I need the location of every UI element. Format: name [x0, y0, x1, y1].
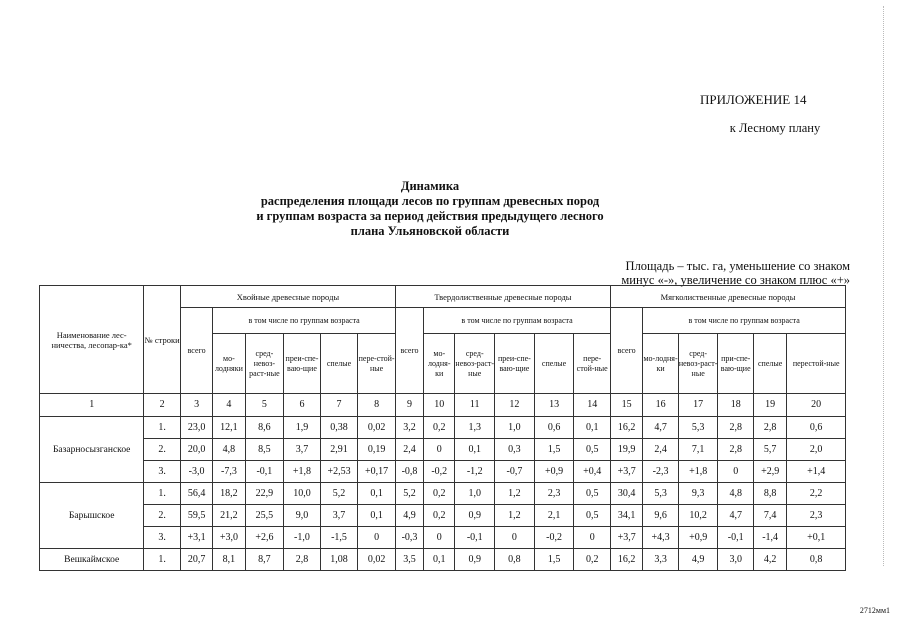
table-cell: 0,2: [424, 417, 455, 439]
table-cell: 8,1: [213, 549, 245, 571]
table-cell: +0,9: [678, 527, 718, 549]
table-cell: 0,1: [358, 483, 396, 505]
header-overmature: пере-стой-ные: [574, 334, 611, 394]
column-number: 2: [144, 394, 181, 417]
table-cell: 34,1: [610, 505, 642, 527]
header-middle-aged: сред-невоз-раст-ные: [678, 334, 718, 394]
header-softwood: Мягколиственные древесные породы: [610, 286, 845, 308]
table-cell: 0,2: [424, 505, 455, 527]
table-row: [40, 417, 846, 439]
table-cell: -1,5: [320, 527, 358, 549]
column-number: 14: [574, 394, 611, 417]
row-number: 2.: [144, 439, 181, 461]
title-line-3: и группам возраста за период действия предыдущего лесного: [256, 209, 604, 223]
header-young: мо-лодня-ки: [424, 334, 455, 394]
table-cell: 2,3: [534, 483, 574, 505]
table-cell: 16,2: [610, 549, 642, 571]
title-line-4: плана Ульяновской области: [350, 224, 510, 238]
table-cell: -0,2: [424, 461, 455, 483]
table-cell: 0,5: [574, 483, 611, 505]
column-number: 5: [245, 394, 284, 417]
header-premature: преи-спе-ваю-щие: [284, 334, 321, 394]
table-cell: 1,0: [455, 483, 495, 505]
table-cell: 0,1: [574, 417, 611, 439]
header-overmature: перестой-ные: [787, 334, 846, 394]
table-cell: 3,0: [718, 549, 753, 571]
footer-code: 2712мм1: [859, 606, 890, 615]
table-cell: 1,3: [455, 417, 495, 439]
header-total: всего: [395, 308, 423, 394]
table-cell: 7,4: [753, 505, 786, 527]
appendix-label: ПРИЛОЖЕНИЕ 14: [700, 92, 807, 107]
table-cell: +0,1: [787, 527, 846, 549]
table-cell: 8,5: [245, 439, 284, 461]
table-cell: 0,5: [574, 505, 611, 527]
header-age-groups: в том числе по группам возраста: [213, 308, 396, 334]
table-cell: 0,6: [534, 417, 574, 439]
table-row: [40, 549, 846, 571]
header-young: мо-лодня-ки: [643, 334, 678, 394]
table-cell: 4,8: [718, 483, 753, 505]
table-cell: 0,8: [787, 549, 846, 571]
table-cell: 8,7: [245, 549, 284, 571]
table-cell: -1,2: [455, 461, 495, 483]
table-cell: -7,3: [213, 461, 245, 483]
column-number: 1: [40, 394, 144, 417]
column-number: 8: [358, 394, 396, 417]
table-cell: +0,9: [534, 461, 574, 483]
table-cell: +4,3: [643, 527, 678, 549]
column-number: 7: [320, 394, 358, 417]
table-cell: 5,3: [678, 417, 718, 439]
row-number: 2.: [144, 505, 181, 527]
table-cell: 0,9: [455, 549, 495, 571]
title-line-2: распределения площади лесов по группам древесных пород: [260, 194, 600, 208]
table-cell: 9,3: [678, 483, 718, 505]
column-number-row: [40, 394, 846, 417]
header-middle-aged: сред-невоз-раст-ные: [455, 334, 495, 394]
table-cell: 0,02: [358, 549, 396, 571]
table-cell: 1,5: [534, 439, 574, 461]
table-cell: 0,1: [358, 505, 396, 527]
table-cell: 2,91: [320, 439, 358, 461]
column-number: 19: [753, 394, 786, 417]
table-cell: 4,7: [718, 505, 753, 527]
table-cell: 0,19: [358, 439, 396, 461]
table-cell: +1,4: [787, 461, 846, 483]
table-cell: 20,7: [180, 549, 212, 571]
table-cell: 0,38: [320, 417, 358, 439]
table-cell: 4,7: [643, 417, 678, 439]
row-number: 1.: [144, 549, 181, 571]
table-cell: 0: [495, 527, 535, 549]
table-cell: -0,7: [495, 461, 535, 483]
forestry-name: Вешкаймское: [40, 549, 144, 571]
table-cell: 2,4: [395, 439, 423, 461]
column-number: 17: [678, 394, 718, 417]
plan-reference: к Лесному плану: [729, 121, 821, 135]
table-cell: 0: [424, 527, 455, 549]
table-cell: 2,8: [718, 417, 753, 439]
table-cell: 16,2: [610, 417, 642, 439]
table-cell: -0,8: [395, 461, 423, 483]
table-cell: 0: [358, 527, 396, 549]
table-cell: 0,1: [455, 439, 495, 461]
header-mature: спелые: [534, 334, 574, 394]
header-premature: при-спе-ваю-щие: [718, 334, 753, 394]
table-cell: -0,1: [245, 461, 284, 483]
table-cell: +3,7: [610, 461, 642, 483]
table-cell: 1,08: [320, 549, 358, 571]
table-cell: +3,0: [213, 527, 245, 549]
column-number: 6: [284, 394, 321, 417]
table-cell: 2,8: [753, 417, 786, 439]
table-row: [40, 439, 846, 461]
table-cell: 3,7: [320, 505, 358, 527]
forestry-name: Барышское: [40, 483, 144, 549]
header-mature: спелые: [753, 334, 786, 394]
table-row: [40, 461, 846, 483]
header-premature: преи-спе-ваю-щие: [495, 334, 535, 394]
header-young: мо-лодняки: [213, 334, 245, 394]
header-age-groups: в том числе по группам возраста: [643, 308, 846, 334]
table-cell: -1,0: [284, 527, 321, 549]
column-number: 15: [610, 394, 642, 417]
table-cell: +2,53: [320, 461, 358, 483]
table-cell: +2,9: [753, 461, 786, 483]
table-cell: 2,8: [718, 439, 753, 461]
column-number: 16: [643, 394, 678, 417]
header-coniferous: Хвойные древесные породы: [180, 286, 395, 308]
table-cell: 4,2: [753, 549, 786, 571]
table-cell: -1,4: [753, 527, 786, 549]
table-cell: 9,6: [643, 505, 678, 527]
table-cell: 2,0: [787, 439, 846, 461]
table-cell: -0,1: [455, 527, 495, 549]
table-cell: -2,3: [643, 461, 678, 483]
table-cell: 4,9: [678, 549, 718, 571]
table-cell: 22,9: [245, 483, 284, 505]
table-cell: 56,4: [180, 483, 212, 505]
table-cell: 0: [574, 527, 611, 549]
table-cell: 30,4: [610, 483, 642, 505]
table-cell: 20,0: [180, 439, 212, 461]
table-cell: -0,2: [534, 527, 574, 549]
unit-note-line-2: минус «-», увеличение со знаком плюс «+»: [621, 273, 850, 287]
table-cell: -0,3: [395, 527, 423, 549]
table-cell: +1,8: [284, 461, 321, 483]
table-cell: 8,6: [245, 417, 284, 439]
table-cell: 25,5: [245, 505, 284, 527]
table-cell: 4,9: [395, 505, 423, 527]
table-row: [40, 483, 846, 505]
table-cell: 0,1: [424, 549, 455, 571]
table-cell: 8,8: [753, 483, 786, 505]
table-cell: 2,2: [787, 483, 846, 505]
column-number: 3: [180, 394, 212, 417]
table-cell: 10,2: [678, 505, 718, 527]
table-cell: 1,2: [495, 505, 535, 527]
column-number: 10: [424, 394, 455, 417]
table-cell: 0,2: [424, 483, 455, 505]
column-number: 4: [213, 394, 245, 417]
table-cell: 0,6: [787, 417, 846, 439]
column-number: 12: [495, 394, 535, 417]
table-cell: 3,3: [643, 549, 678, 571]
table-cell: 2,3: [787, 505, 846, 527]
row-number: 1.: [144, 483, 181, 505]
table-body: [40, 417, 846, 571]
header-hardwood: Твердолиственные древесные породы: [395, 286, 610, 308]
table-cell: +3,1: [180, 527, 212, 549]
header-total: всего: [180, 308, 212, 394]
table-cell: 5,3: [643, 483, 678, 505]
table-cell: 5,2: [395, 483, 423, 505]
table-cell: +2,6: [245, 527, 284, 549]
table-cell: 12,1: [213, 417, 245, 439]
table-cell: 2,1: [534, 505, 574, 527]
header-overmature: пере-стой-ные: [358, 334, 396, 394]
table-cell: +0,4: [574, 461, 611, 483]
column-number: 11: [455, 394, 495, 417]
header-total: всего: [610, 308, 642, 394]
table-cell: 21,2: [213, 505, 245, 527]
column-number: 13: [534, 394, 574, 417]
table-cell: 3,2: [395, 417, 423, 439]
table-cell: 1,5: [534, 549, 574, 571]
unit-note: [560, 259, 850, 287]
header-name: Наименование лес-ничества, лесопар-ка*: [40, 286, 144, 394]
table-row: [40, 505, 846, 527]
table-cell: 0,8: [495, 549, 535, 571]
table-cell: +0,17: [358, 461, 396, 483]
table-cell: -0,1: [718, 527, 753, 549]
document-title: [180, 179, 680, 239]
table-cell: +3,7: [610, 527, 642, 549]
column-number: 9: [395, 394, 423, 417]
header-mature: спелые: [320, 334, 358, 394]
table-cell: 5,2: [320, 483, 358, 505]
table-cell: 2,4: [643, 439, 678, 461]
table-cell: 0,02: [358, 417, 396, 439]
table-cell: 0,3: [495, 439, 535, 461]
column-number: 18: [718, 394, 753, 417]
table-cell: 3,5: [395, 549, 423, 571]
forest-dynamics-table: [39, 285, 846, 571]
forestry-name: Базарносызганское: [40, 417, 144, 483]
table-cell: 23,0: [180, 417, 212, 439]
table-cell: 2,8: [284, 549, 321, 571]
table-cell: 0,2: [574, 549, 611, 571]
table-cell: 5,7: [753, 439, 786, 461]
row-number: 1.: [144, 417, 181, 439]
table-cell: 9,0: [284, 505, 321, 527]
table-cell: 18,2: [213, 483, 245, 505]
table-cell: 10,0: [284, 483, 321, 505]
table-cell: 3,7: [284, 439, 321, 461]
header-age-groups: в том числе по группам возраста: [424, 308, 611, 334]
title-line-1: Динамика: [400, 179, 460, 193]
row-number: 3.: [144, 527, 181, 549]
unit-note-line-1: Площадь – тыс. га, уменьшение со знаком: [625, 259, 850, 273]
table-cell: 0,9: [455, 505, 495, 527]
header-middle-aged: сред-невоз-раст-ные: [245, 334, 284, 394]
table-cell: 7,1: [678, 439, 718, 461]
table-cell: 0: [718, 461, 753, 483]
table-cell: +1,8: [678, 461, 718, 483]
table-cell: 1,2: [495, 483, 535, 505]
row-number: 3.: [144, 461, 181, 483]
table-cell: 59,5: [180, 505, 212, 527]
table-cell: 0: [424, 439, 455, 461]
column-number: 20: [787, 394, 846, 417]
table-cell: 1,9: [284, 417, 321, 439]
table-cell: 0,5: [574, 439, 611, 461]
header-row-no: № строки: [144, 286, 181, 394]
table-cell: 19,9: [610, 439, 642, 461]
table-cell: 1,0: [495, 417, 535, 439]
table-cell: 4,8: [213, 439, 245, 461]
table-cell: -3,0: [180, 461, 212, 483]
scan-edge-divider: [883, 6, 885, 566]
table-row: [40, 527, 846, 549]
